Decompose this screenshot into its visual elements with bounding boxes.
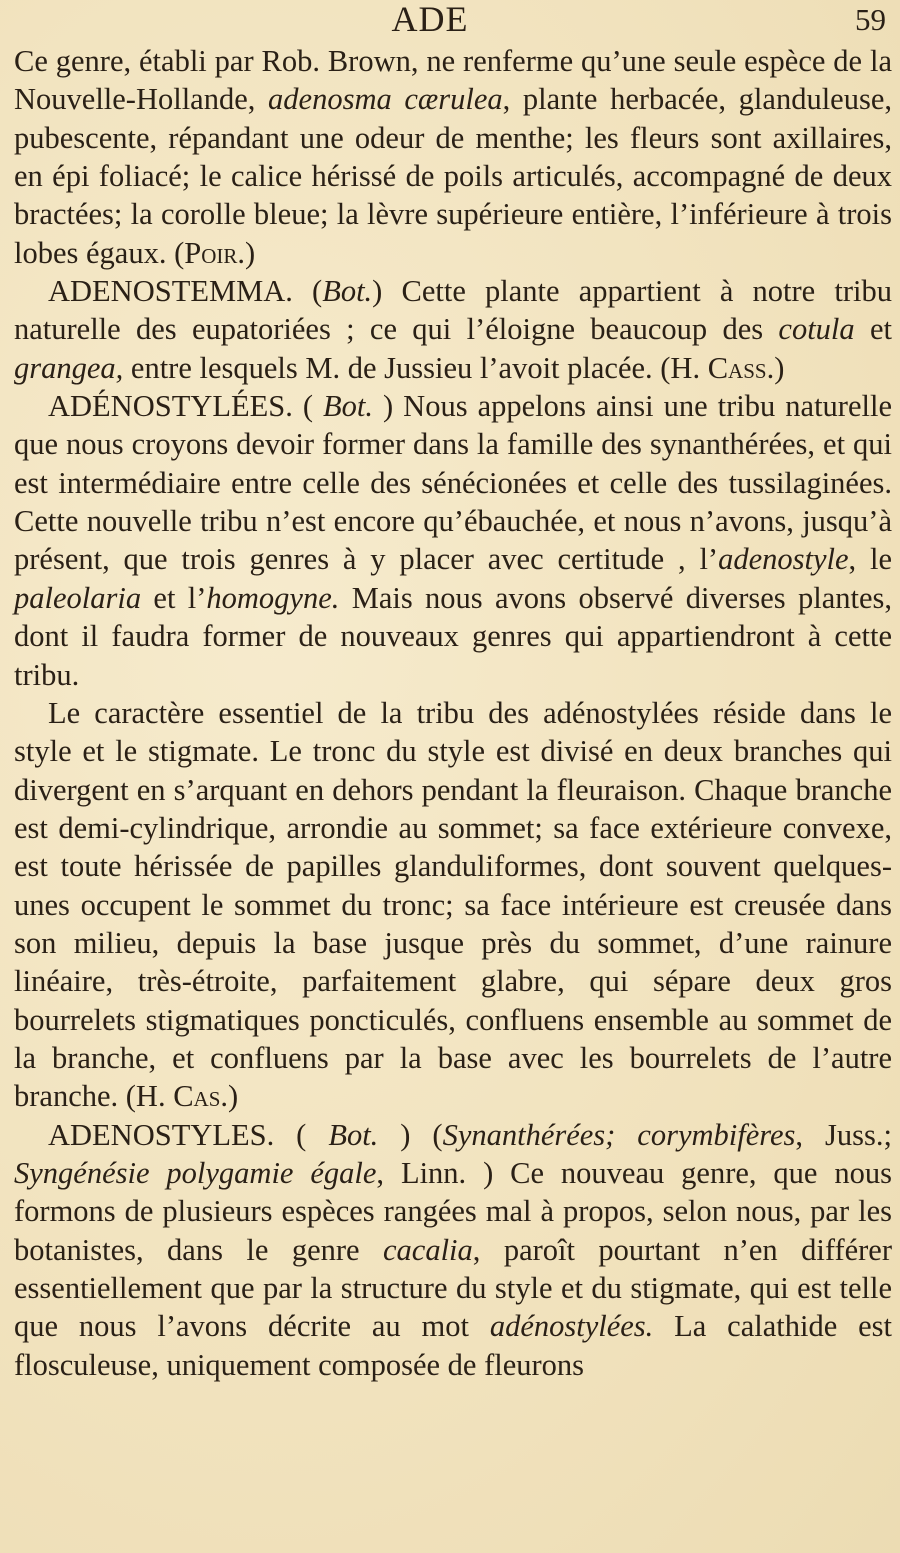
entry-adenostemma xyxy=(14,272,892,387)
text-run: ADÉNOSTYLÉES. ( xyxy=(48,389,324,424)
text-run: ADENOSTEMMA. ( xyxy=(48,274,323,309)
italic-run: cotula xyxy=(778,312,855,347)
text-run: Mais nous avons observé diverses plantes, dont il faudra former de nouveaux genres qui appartiendront à cette tribu. xyxy=(14,580,892,692)
italic-run: adénostylées. xyxy=(489,1309,654,1344)
text-run: ) xyxy=(774,350,785,385)
author-abbrev: Cas. xyxy=(173,1079,229,1114)
italic-run: adenosma cærulea xyxy=(268,82,503,117)
text-run: ADENOSTYLES. ( xyxy=(48,1117,329,1152)
text-run: , Juss.; xyxy=(795,1117,892,1152)
paragraph-adenostylees-caractere xyxy=(14,694,892,1116)
entry-adenostylees xyxy=(14,387,892,694)
text-run: ) xyxy=(228,1079,239,1114)
italic-run: Bot. xyxy=(323,389,373,424)
italic-run: Bot. xyxy=(322,274,373,309)
text-run: entre lesquels M. de Jussieu l’avoit placée. (H. xyxy=(123,350,708,385)
text-run: La calathide est flosculeuse, uniquement composée de fleurons xyxy=(14,1309,892,1382)
text-run: ) ( xyxy=(378,1117,443,1152)
text-run: et l’ xyxy=(141,580,207,615)
running-head: ADE xyxy=(391,0,469,39)
text-run: , le xyxy=(848,542,892,577)
text-run: ) xyxy=(245,235,256,270)
body-text xyxy=(14,42,892,1384)
page-number: 59 xyxy=(855,2,886,37)
author-abbrev: Cass. xyxy=(707,350,775,385)
text-run: ) Cette plante appartient à notre tribu naturelle des eupatoriées ; ce qui l’éloigne beaucoup des xyxy=(14,274,892,347)
text-run: , plante herbacée, glanduleuse, pubescente, répandant une odeur de menthe; les fleurs sont axillaires, en épi foliacé; le calice hérissé de poils articulés, accompagné de deux bractées; la corolle bleue; la lèvre supérieure entière, l’inférieure à trois lobes égaux. ( xyxy=(14,82,892,270)
paragraph-adenosma-end xyxy=(14,42,892,272)
author-abbrev: Poir. xyxy=(184,235,246,270)
italic-run: homogyne. xyxy=(206,580,340,615)
page-header xyxy=(0,0,900,44)
italic-run: Bot. xyxy=(328,1117,379,1152)
text-run: ) Nous appelons ainsi une tribu naturelle que nous croyons devoir former dans la famille des synanthérées, et qui est intermédiaire entre celle des sénécionées et celle des tussilaginées. Cette nouvelle tribu n’est encore qu’ébauchée, et nous n’avons, jusqu’à présent, que trois genres à y placer avec certitude , l’ xyxy=(14,389,892,577)
italic-run: adenostyle xyxy=(718,542,849,577)
text-run: , paroît pourtant n’en différer essentiellement que par la structure du style et du stigmate, qui est telle que nous l’avons décrite au mot xyxy=(14,1232,892,1344)
italic-run: Synanthérées; corymbifères xyxy=(442,1117,796,1152)
text-run: Ce genre, établi par Rob. Brown, ne renferme qu’une seule espèce de la Nouvelle-Hollande, xyxy=(14,44,892,117)
entry-adenostyles xyxy=(14,1116,892,1384)
italic-run: Syngénésie polygamie égale xyxy=(14,1155,377,1190)
text-run: et xyxy=(854,312,892,347)
text-run: , Linn. ) Ce nouveau genre, que nous formons de plusieurs espèces rangées mal à propos, selon nous, par les botanistes, dans le genre xyxy=(14,1155,892,1267)
text-run: Le caractère essentiel de la tribu des adénostylées réside dans le style et le stigmate. Le tronc du style est divisé en deux branches qui divergent en s’arquant en dehors pendant la fleuraison. Chaque branche est demi-cylindrique, arrondie au sommet; sa face extérieure convexe, est toute hérissée de papilles glanduliformes, dont souvent quelques-unes occupent le sommet du tronc; sa face intérieure est creusée dans son milieu, depuis la base jusque près du sommet, d’une rainure linéaire, très-étroite, parfaitement glabre, qui sépare deux gros bourrelets stigmatiques poncticulés, confluens ensemble au sommet de la branche, et confluens par la base avec les bourrelets de l’autre branche. (H. xyxy=(14,695,892,1114)
italic-run: grangea, xyxy=(14,350,124,385)
italic-run: cacalia xyxy=(383,1232,473,1267)
italic-run: paleolaria xyxy=(14,580,142,615)
